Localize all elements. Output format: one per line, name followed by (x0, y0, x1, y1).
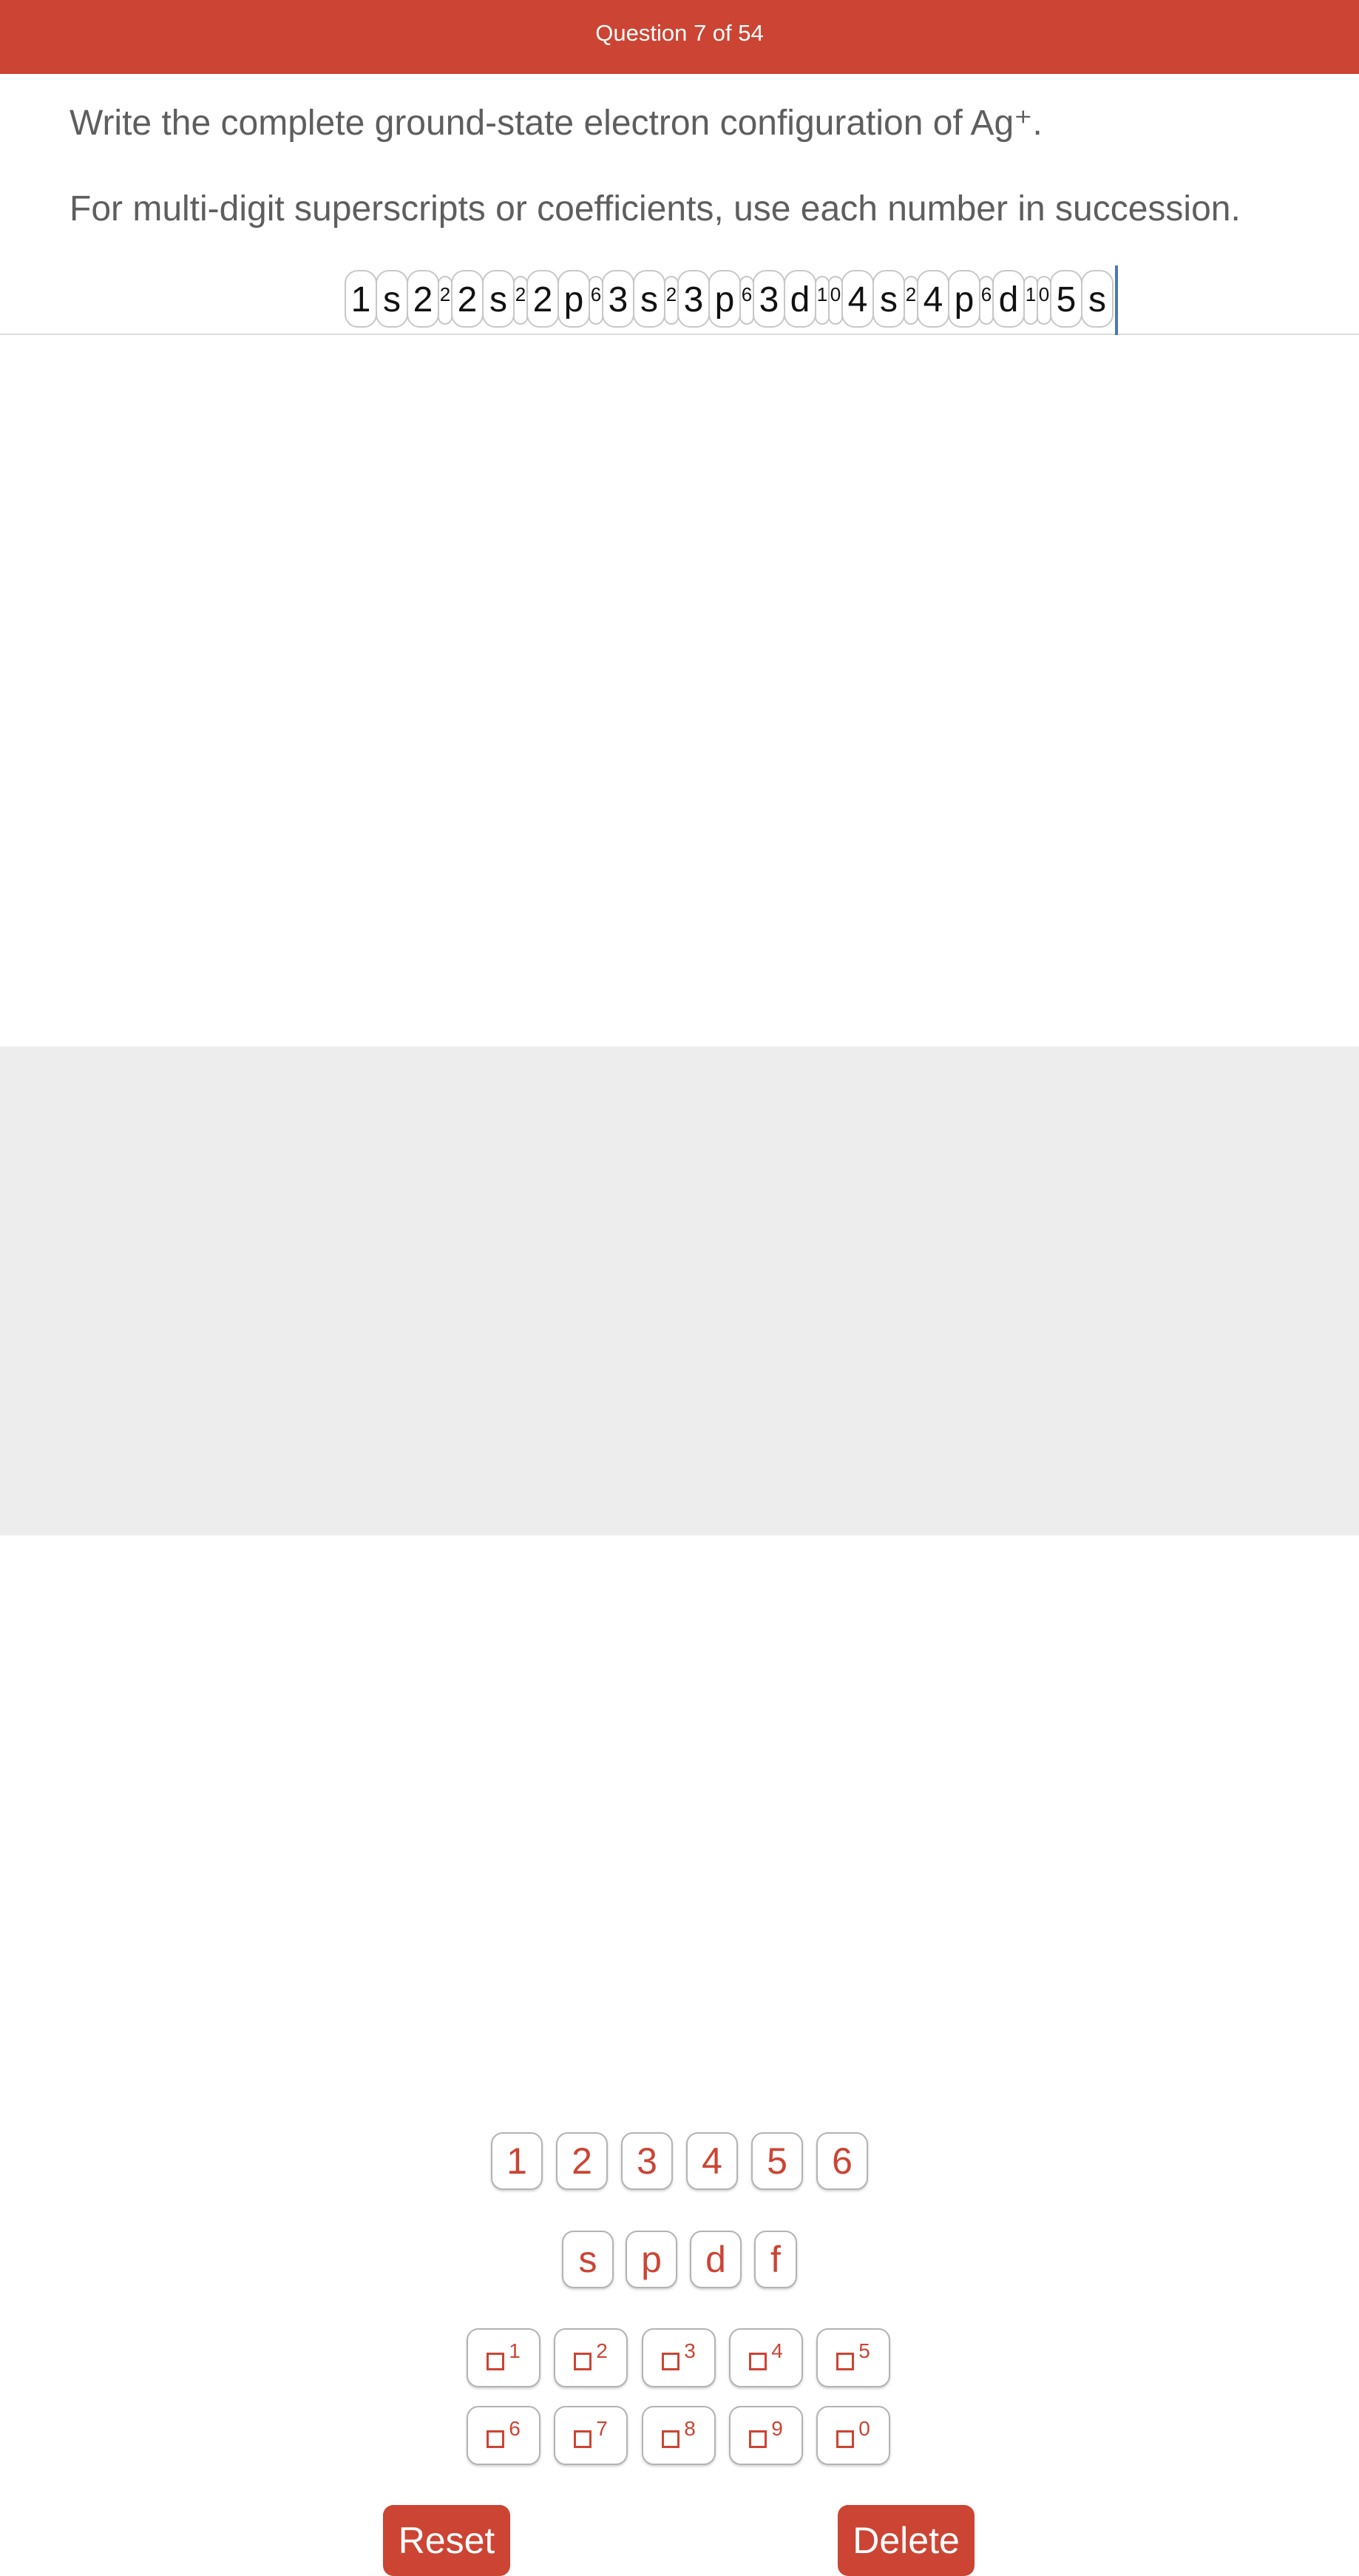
superscript-key-8[interactable] (642, 2406, 716, 2465)
superscript-value: 1 (509, 2339, 521, 2362)
placeholder-box-icon (836, 2430, 854, 2448)
answer-token[interactable]: 3 (602, 270, 634, 328)
answer-token[interactable]: s (633, 270, 665, 328)
superscript-key-9[interactable] (729, 2406, 803, 2465)
header-bar (0, 0, 1359, 74)
orbital-key-f[interactable]: f (754, 2231, 797, 2288)
answer-superscript-token[interactable]: 1 (815, 276, 830, 325)
answer-token[interactable]: p (948, 270, 980, 328)
placeholder-box-icon (574, 2353, 592, 2370)
number-key-4[interactable]: 4 (686, 2132, 738, 2190)
placeholder-box-icon (749, 2353, 767, 2370)
answer-token[interactable]: 5 (1050, 270, 1082, 328)
answer-superscript-token[interactable]: 2 (438, 276, 453, 325)
answer-superscript-token[interactable]: 6 (589, 276, 603, 325)
keypad (0, 1047, 1359, 2561)
superscript-value: 4 (771, 2339, 783, 2362)
placeholder-box-icon (749, 2430, 767, 2448)
placeholder-box-icon (487, 2353, 504, 2370)
answer-token[interactable]: 2 (526, 270, 559, 328)
orbital-key-s[interactable]: s (562, 2231, 614, 2288)
superscript-value: 2 (596, 2339, 608, 2362)
answer-token-row (345, 270, 1118, 332)
answer-token[interactable]: p (708, 270, 741, 328)
number-key-5[interactable]: 5 (751, 2132, 803, 2190)
superscript-key-5[interactable] (816, 2328, 890, 2387)
answer-token[interactable]: d (992, 270, 1025, 328)
text-cursor (1115, 266, 1118, 335)
number-key-6[interactable]: 6 (816, 2132, 868, 2190)
question-counter: Question 7 of 54 (595, 20, 764, 46)
superscript-key-3[interactable] (642, 2328, 716, 2387)
answer-token[interactable]: s (872, 270, 905, 328)
answer-superscript-token[interactable]: 6 (979, 276, 994, 325)
placeholder-box-icon (574, 2430, 592, 2448)
answer-field[interactable] (0, 263, 1359, 335)
answer-token[interactable]: 4 (841, 270, 874, 328)
answer-token[interactable]: 3 (753, 270, 785, 328)
superscript-value: 6 (509, 2417, 521, 2440)
superscript-value: 3 (684, 2339, 696, 2362)
reset-button[interactable]: Reset (383, 2505, 510, 2576)
orbital-key-d[interactable]: d (690, 2231, 742, 2288)
superscript-value: 8 (684, 2417, 696, 2440)
superscript-key-1[interactable] (467, 2328, 540, 2387)
answer-superscript-token[interactable]: 2 (513, 276, 528, 325)
superscript-value: 7 (596, 2417, 608, 2440)
answer-token[interactable]: 4 (917, 270, 949, 328)
answer-superscript-token[interactable]: 0 (1037, 276, 1051, 325)
answer-token[interactable]: d (784, 270, 816, 328)
answer-superscript-token[interactable]: 0 (828, 276, 843, 325)
orbital-key-p[interactable]: p (626, 2231, 677, 2288)
answer-token[interactable]: 3 (677, 270, 710, 328)
answer-token[interactable]: 2 (451, 270, 484, 328)
answer-token[interactable]: p (558, 270, 590, 328)
superscript-key-4[interactable] (729, 2328, 803, 2387)
superscript-key-2[interactable] (554, 2328, 628, 2387)
answer-superscript-token[interactable]: 6 (739, 276, 754, 325)
superscript-key-7[interactable] (554, 2406, 628, 2465)
placeholder-box-icon (487, 2430, 504, 2448)
answer-token[interactable]: s (376, 270, 408, 328)
placeholder-box-icon (662, 2353, 680, 2370)
answer-superscript-token[interactable]: 1 (1023, 276, 1038, 325)
superscript-value: 5 (858, 2339, 870, 2362)
answer-token[interactable]: 2 (407, 270, 439, 328)
placeholder-box-icon (836, 2353, 854, 2370)
superscript-key-0[interactable] (816, 2406, 890, 2465)
question-instruction: For multi-digit superscripts or coefficients, use each number in succession. (70, 189, 1241, 229)
question-prompt: Write the complete ground-state electron configuration of Ag⁺. (70, 104, 1043, 143)
answer-token[interactable]: 1 (345, 270, 377, 328)
number-key-2[interactable]: 2 (556, 2132, 608, 2190)
superscript-value: 9 (771, 2417, 783, 2440)
placeholder-box-icon (662, 2430, 680, 2448)
answer-token[interactable]: s (1081, 270, 1114, 328)
number-key-3[interactable]: 3 (621, 2132, 673, 2190)
superscript-key-6[interactable] (467, 2406, 540, 2465)
answer-superscript-token[interactable]: 2 (664, 276, 679, 325)
answer-superscript-token[interactable]: 2 (904, 276, 918, 325)
answer-token[interactable]: s (482, 270, 515, 328)
delete-button[interactable]: Delete (838, 2505, 975, 2576)
number-key-1[interactable]: 1 (491, 2132, 543, 2190)
superscript-value: 0 (858, 2417, 870, 2440)
